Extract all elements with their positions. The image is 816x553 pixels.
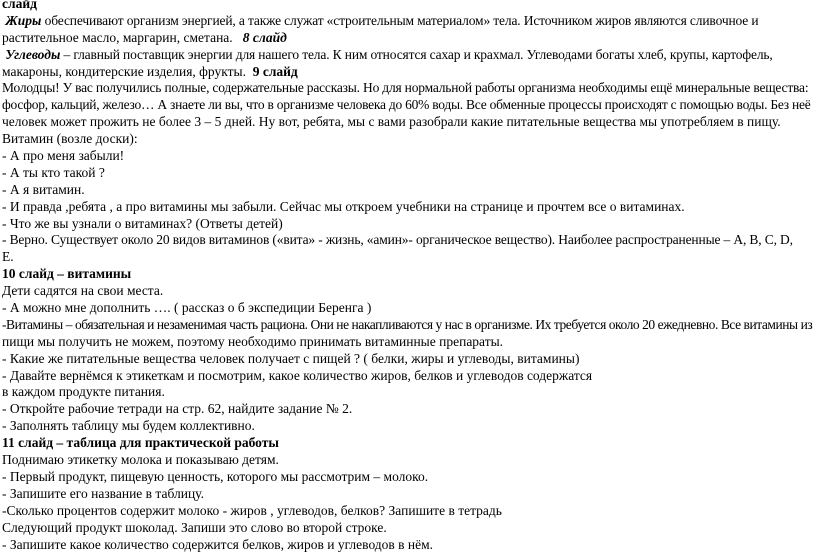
text-fats-definition: обеспечивают организм энергией, а также служат «строительным материалом» тела. Источником жиров являются сливочное и xyxy=(41,13,758,28)
slide-heading-fragment: слайд xyxy=(2,0,812,13)
text-line: пищи мы получить не можем, поэтому необходимо принимать витаминные препараты. xyxy=(2,334,812,351)
dialogue-line: -Сколько процентов содержит молоко - жиров , углеводов, белков? Запишите в тетрадь xyxy=(2,503,812,520)
dialogue-line: - Откройте рабочие тетради на стр. 62, найдите задание № 2. xyxy=(2,401,812,418)
text-line: -Витамины – обязательная и незаменимая часть рациона. Они не накапливаются у нас в организме. Их требуется около 20 ежедневно. Все витамины из xyxy=(2,317,812,334)
text-fats-sources: растительное масло, маргарин, сметана. xyxy=(2,30,233,45)
dialogue-line: Следующий продукт шоколад. Запиши это слово во второй строке. xyxy=(2,520,812,537)
text-line: фосфор, кальций, железо… А знаете ли вы, что в организме человека до 60% воды. Все обменные процессы происходят с помощью воды. Без неё xyxy=(2,97,812,114)
dialogue-line: в каждом продукте питания. xyxy=(2,384,812,401)
slide-11-heading: 11 слайд – таблица для практической работы xyxy=(2,435,812,452)
slide-9-label: 9 слайд xyxy=(253,64,298,79)
paragraph-carbs-line1 xyxy=(2,47,812,64)
term-carbohydrates: Углеводы xyxy=(5,47,60,62)
dialogue-line: - А про меня забыли! xyxy=(2,148,812,165)
dialogue-line: - И правда ,ребята , а про витамины мы забыли. Сейчас мы откроем учебники на странице и прочтем все о витаминах. xyxy=(2,199,812,216)
paragraph-fats-line1 xyxy=(2,13,812,30)
dialogue-line: - А можно мне дополнить …. ( рассказ о б экспедиции Беренга ) xyxy=(2,300,812,317)
dialogue-line: - Какие же питательные вещества человек получает с пищей ? ( белки, жиры и углеводы, витамины) xyxy=(2,351,812,368)
text-line: Дети садятся на свои места. xyxy=(2,283,812,300)
dialogue-line: - Верно. Существует около 20 видов витаминов («вита» - жизнь, «амин»- органическое вещество). Наиболее распространенные – А, В, С, D, xyxy=(2,232,812,249)
dialogue-line: - А я витамин. xyxy=(2,182,812,199)
slide-8-label: 8 слайд xyxy=(243,30,287,45)
dialogue-line: - Первый продукт, пищевую ценность, которого мы рассмотрим – молоко. xyxy=(2,469,812,486)
document-page xyxy=(2,0,812,553)
text-carbs-sources: макароны, кондитерские изделия, фрукты. xyxy=(2,64,246,79)
dialogue-line: - Запишите какое количество содержится белков, жиров и углеводов в нём. xyxy=(2,537,812,553)
paragraph-carbs-line2 xyxy=(2,64,812,81)
text-line: Витамин (возле доски): xyxy=(2,131,812,148)
text-line: Молодцы! У вас получились полные, содержательные рассказы. Но для нормальной работы организма необходимы ещё минеральные вещества: xyxy=(2,80,812,97)
text-line: человек может прожить не более 3 – 5 дней. Ну вот, ребята, мы с вами разобрали какие питательные вещества мы употребляем в пищу. xyxy=(2,114,812,131)
slide-10-heading: 10 слайд – витамины xyxy=(2,266,812,283)
dialogue-line: - Что же вы узнали о витаминах? (Ответы детей) xyxy=(2,216,812,233)
text-carbs-definition: – главный поставщик энергии для нашего тела. К ним относятся сахар и крахмал. Углеводами богаты хлеб, крупы, картофель, xyxy=(60,47,772,62)
dialogue-line: - А ты кто такой ? xyxy=(2,165,812,182)
dialogue-line: - Заполнять таблицу мы будем коллективно. xyxy=(2,418,812,435)
dialogue-line: - Запишите его название в таблицу. xyxy=(2,486,812,503)
text-line: Поднимаю этикетку молока и показываю детям. xyxy=(2,452,812,469)
paragraph-fats-line2 xyxy=(2,30,812,47)
text-line: Е. xyxy=(2,249,812,266)
dialogue-line: - Давайте вернёмся к этикеткам и посмотрим, какое количество жиров, белков и углеводов содержатся xyxy=(2,368,812,385)
term-fats: Жиры xyxy=(5,13,41,28)
